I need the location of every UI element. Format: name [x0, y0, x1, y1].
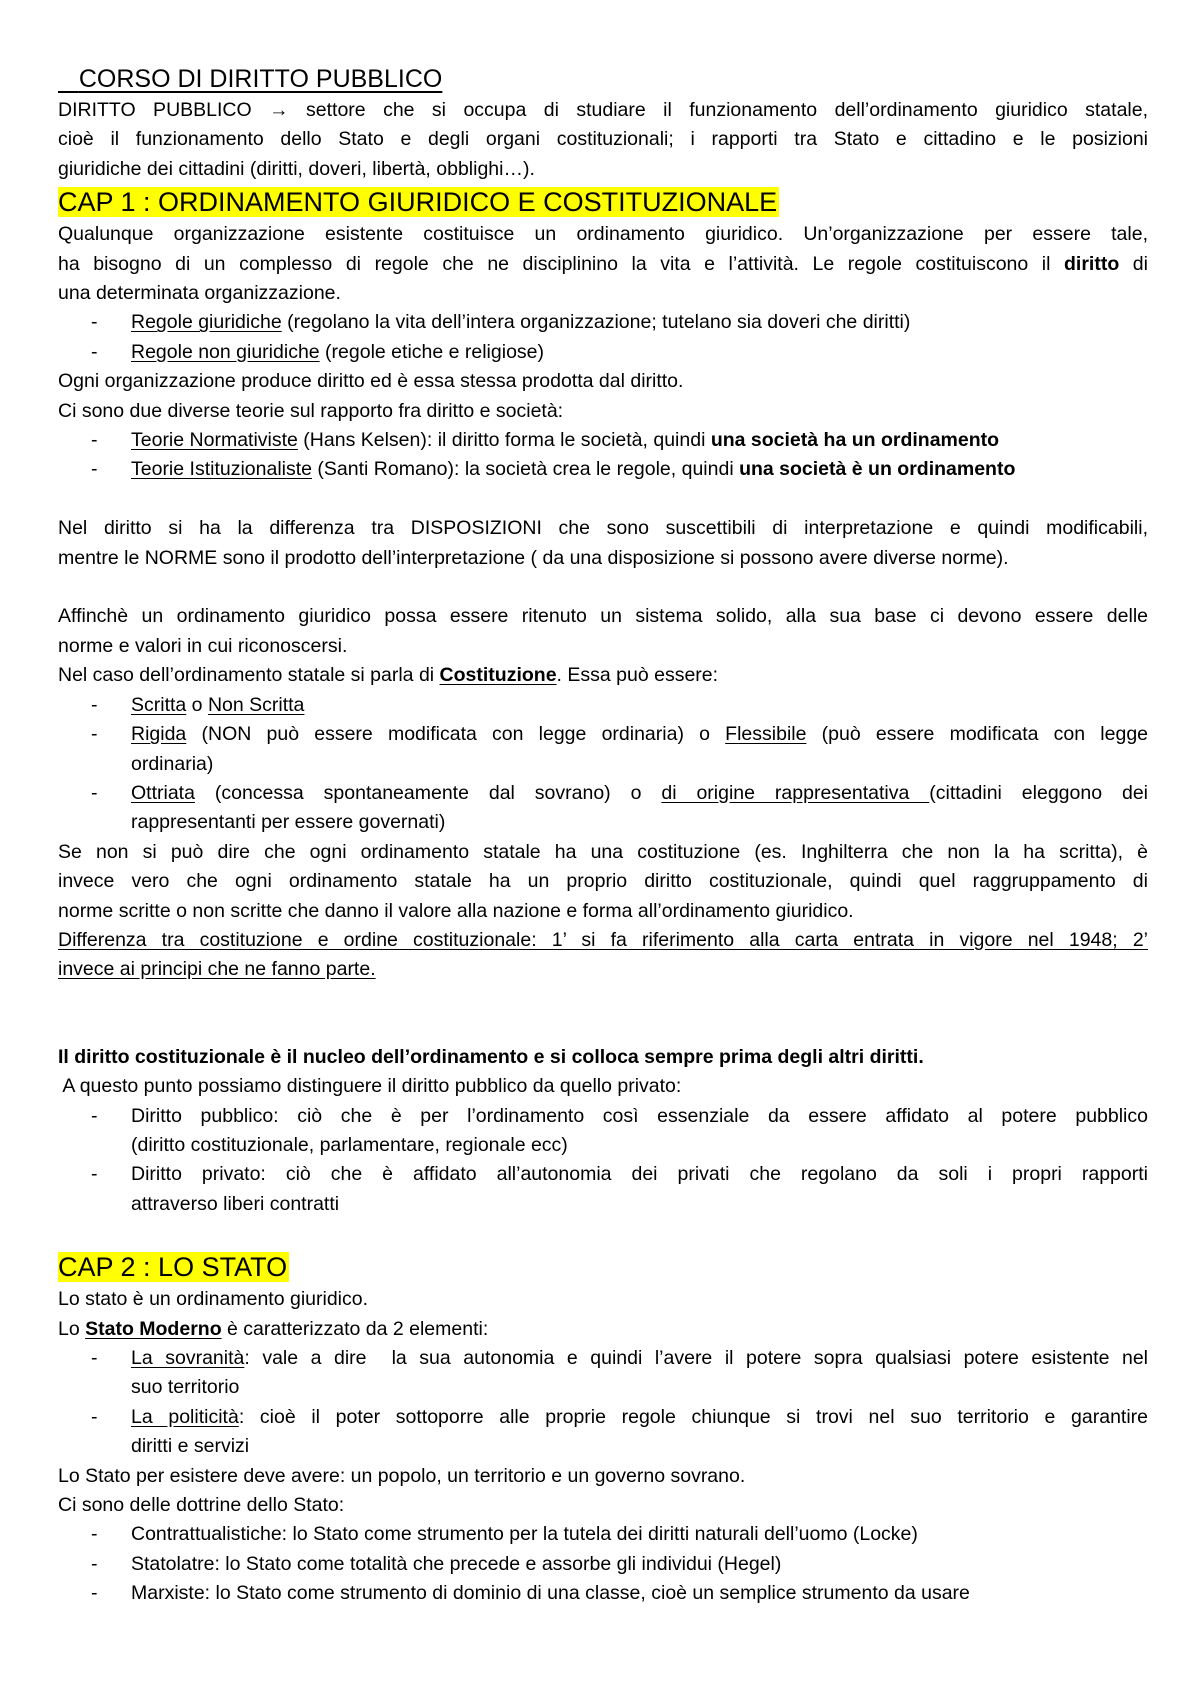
rule-term: Regole giuridiche [131, 311, 282, 334]
term-stato-moderno: Stato Moderno [85, 1317, 222, 1340]
list-item-element-1 [58, 1344, 1148, 1403]
chapter-1-heading [58, 185, 1148, 219]
list-item-rules-2 [58, 338, 1148, 367]
cap2-para3: Lo Stato per esistere deve avere: un popolo, un territorio e un governo sovrano. [58, 1464, 746, 1487]
type-3-line2: rappresentanti per essere governati) [131, 811, 446, 834]
theory-term: Teorie Istituzionaliste [131, 458, 313, 481]
bullet-dash: - [91, 723, 98, 746]
law-1-line2: (diritto costituzionale, parlamentare, regionale ecc) [131, 1133, 568, 1156]
element-1-line1 [131, 1344, 1148, 1373]
cap1-para7-line1: Se non si può dire che ogni ordinamento statale ha una costituzione (es. Inghilterra che non la ha scritta), è [58, 840, 1148, 863]
list-item-rules-1 [58, 308, 1148, 337]
doctrine-text: Statolatre: lo Stato come totalità che precede e assorbe gli individui (Hegel) [131, 1552, 782, 1575]
bullet-dash: - [91, 1347, 98, 1369]
bullet-dash: - [91, 781, 98, 804]
arrow-icon: → [269, 99, 289, 121]
type-2-line2: ordinaria) [131, 752, 214, 775]
rule-text: (regole etiche e religiose) [319, 340, 545, 363]
bullet-dash: - [91, 311, 98, 334]
bullet-dash: - [91, 1405, 98, 1428]
bullet-dash: - [91, 693, 98, 716]
cap2-para2 [58, 1315, 1148, 1344]
title-text: CORSO DI DIRITTO PUBBLICO [78, 65, 443, 93]
list-item-element-2 [58, 1403, 1148, 1462]
bullet-dash: - [91, 1582, 98, 1605]
type-term: di origine rappresentativa [661, 781, 930, 804]
type-2-line1 [131, 720, 1148, 749]
text: (concessa spontaneamente dal sovrano) o [194, 781, 662, 804]
chapter-2-heading-text: CAP 2 : LO STATO [58, 1252, 288, 1283]
text: : cioè il poter sottoporre alle proprie regole chiunque si trovi nel suo territorio e garantire [238, 1405, 1149, 1428]
bullet-dash: - [91, 1104, 98, 1127]
text: è caratterizzato da 2 elementi: [221, 1317, 489, 1340]
list-item-law-2 [58, 1160, 1148, 1219]
type-term: Ottriata [131, 781, 195, 804]
intro-line-1 [58, 96, 1148, 125]
text: Nel caso dell’ordinamento statale si parla di [58, 664, 440, 687]
cap1-para2: Ogni organizzazione produce diritto ed è essa stessa prodotta dal diritto. [58, 370, 684, 393]
text: di [1119, 252, 1148, 275]
cap1-para3: Ci sono due diverse teorie sul rapporto fra diritto e società: [58, 399, 564, 422]
bullet-dash: - [91, 1163, 98, 1186]
bullet-dash: - [91, 340, 98, 363]
list-item-theory-2 [58, 455, 1148, 484]
cap1-para5-line2: norme e valori in cui riconoscersi. [58, 634, 348, 657]
list-item-theory-1 [58, 426, 1148, 455]
text: o [186, 693, 208, 716]
cap1-para5-line1: Affinchè un ordinamento giuridico possa essere ritenuto un sistema solido, alla sua base ci devono essere delle [58, 605, 1148, 628]
type-term: Scritta [131, 693, 187, 716]
element-term: La politicità [131, 1405, 239, 1428]
cap1-para7-line2: invece vero che ogni ordinamento statale ha un proprio diritto costituzionale, quindi quel raggruppamento di [58, 870, 1148, 893]
intro-line-2: cioè il funzionamento dello Stato e degli organi costituzionali; i rapporti tra Stato e cittadino e le posizioni [58, 128, 1148, 151]
theory-text: (Santi Romano): la società crea le regole, quindi [312, 458, 740, 481]
text: . Essa può essere: [556, 664, 719, 687]
type-term: Flessibile [725, 723, 807, 746]
spacer [58, 573, 1148, 602]
term-costituzione: Costituzione [439, 664, 557, 687]
cap1-para1-line1: Qualunque organizzazione esistente costituisce un ordinamento giuridico. Un’organizzazione per essere tale, [58, 223, 1148, 246]
type-term: Non Scritta [207, 693, 305, 716]
cap1-para8-line1: Differenza tra costituzione e ordine costituzionale: 1’ si fa riferimento alla carta entrata in vigore nel 1948; 2’ [58, 928, 1148, 951]
document-page [58, 62, 1148, 1609]
law-2-line1: Diritto privato: ciò che è affidato all’autonomia dei privati che regolano da soli i propri rapporti [131, 1163, 1148, 1186]
element-2-line1 [131, 1403, 1148, 1432]
text: : vale a dire la sua autonomia e quindi l’avere il potere sopra qualsiasi potere esistente nel [244, 1347, 1149, 1369]
type-term: Rigida [131, 723, 187, 746]
list-item-type-3 [58, 779, 1148, 838]
chapter-2-heading [58, 1250, 1148, 1284]
bullet-dash: - [91, 1523, 98, 1546]
doctrine-text: Contrattualistiche: lo Stato come strumento per la tutela dei diritti naturali dell’uomo (Locke) [131, 1523, 918, 1546]
spacer [58, 985, 1148, 1043]
cap1-para9: Il diritto costituzionale è il nucleo dell’ordinamento e si colloca sempre prima degli altri diritti. [58, 1045, 924, 1068]
text: Lo [58, 1317, 86, 1340]
type-3-line1 [131, 779, 1148, 808]
cap2-para1: Lo stato è un ordinamento giuridico. [58, 1288, 369, 1311]
list-item-doctrine-2 [58, 1550, 1148, 1579]
law-1-line1: Diritto pubblico: ciò che è per l’ordinamento così essenziale da essere affidato al potere pubblico [131, 1104, 1148, 1127]
intro-line-3: giuridiche dei cittadini (diritti, doveri, libertà, obblighi…). [58, 157, 535, 180]
text: (NON può essere modificata con legge ordinaria) o [186, 723, 726, 746]
bold-term-diritto: diritto [1064, 252, 1120, 275]
list-item-law-1 [58, 1102, 1148, 1161]
chapter-1-heading-text: CAP 1 : ORDINAMENTO GIURIDICO E COSTITUZIONALE [58, 187, 778, 218]
cap1-para1-line3: una determinata organizzazione. [58, 282, 341, 305]
list-item-type-2 [58, 720, 1148, 779]
text: (cittadini eleggono dei [929, 781, 1148, 804]
list-item-doctrine-3 [58, 1579, 1148, 1608]
text: (può essere modificata con legge [806, 723, 1149, 746]
rule-text: (regolano la vita dell’intera organizzazione; tutelano sia doveri che diritti) [281, 311, 911, 334]
cap1-para6 [58, 661, 1148, 690]
element-2-line2: diritti e servizi [131, 1435, 250, 1458]
rule-term: Regole non giuridiche [131, 340, 320, 363]
theory-conclusion: una società è un ordinamento [739, 458, 1016, 481]
bullet-dash: - [91, 458, 98, 481]
cap2-para4: Ci sono delle dottrine dello Stato: [58, 1494, 345, 1517]
theory-term: Teorie Normativiste [131, 429, 298, 452]
intro-text: settore che si occupa di studiare il funzionamento dell’ordinamento giuridico statale, [288, 99, 1149, 121]
cap1-para4-line2: mentre le NORME sono il prodotto dell’interpretazione ( da una disposizione si possono avere diverse norme). [58, 546, 1009, 569]
cap1-para8-line2: invece ai principi che ne fanno parte. [58, 958, 376, 981]
text: ha bisogno di un complesso di regole che ne disciplinino la vita e l’attività. Le regole costituiscono il [58, 252, 1065, 275]
bullet-dash: - [91, 1552, 98, 1575]
element-1-line2: suo territorio [131, 1376, 240, 1399]
bullet-dash: - [91, 429, 98, 452]
intro-term: DIRITTO PUBBLICO [58, 99, 270, 121]
theory-conclusion: una società ha un ordinamento [710, 429, 1000, 452]
element-term: La sovranità [131, 1347, 245, 1369]
spacer [58, 485, 1148, 514]
document-title [58, 62, 1148, 96]
cap1-para7-line3: norme scritte o non scritte che danno il valore alla nazione e forma all’ordinamento giuridico. [58, 899, 854, 922]
list-item-type-1 [58, 691, 1148, 720]
cap1-para4-line1: Nel diritto si ha la differenza tra DISPOSIZIONI che sono suscettibili di interpretazione e quindi modificabili, [58, 517, 1148, 540]
doctrine-text: Marxiste: lo Stato come strumento di dominio di una classe, cioè un semplice strumento da usare [131, 1582, 970, 1605]
spacer [58, 1219, 1148, 1249]
theory-text: (Hans Kelsen): il diritto forma le società, quindi [297, 429, 711, 452]
law-2-line2: attraverso liberi contratti [131, 1192, 340, 1215]
cap1-para1-line2 [58, 250, 1148, 279]
cap1-para10: A questo punto possiamo distinguere il diritto pubblico da quello privato: [58, 1075, 682, 1098]
list-item-doctrine-1 [58, 1520, 1148, 1549]
